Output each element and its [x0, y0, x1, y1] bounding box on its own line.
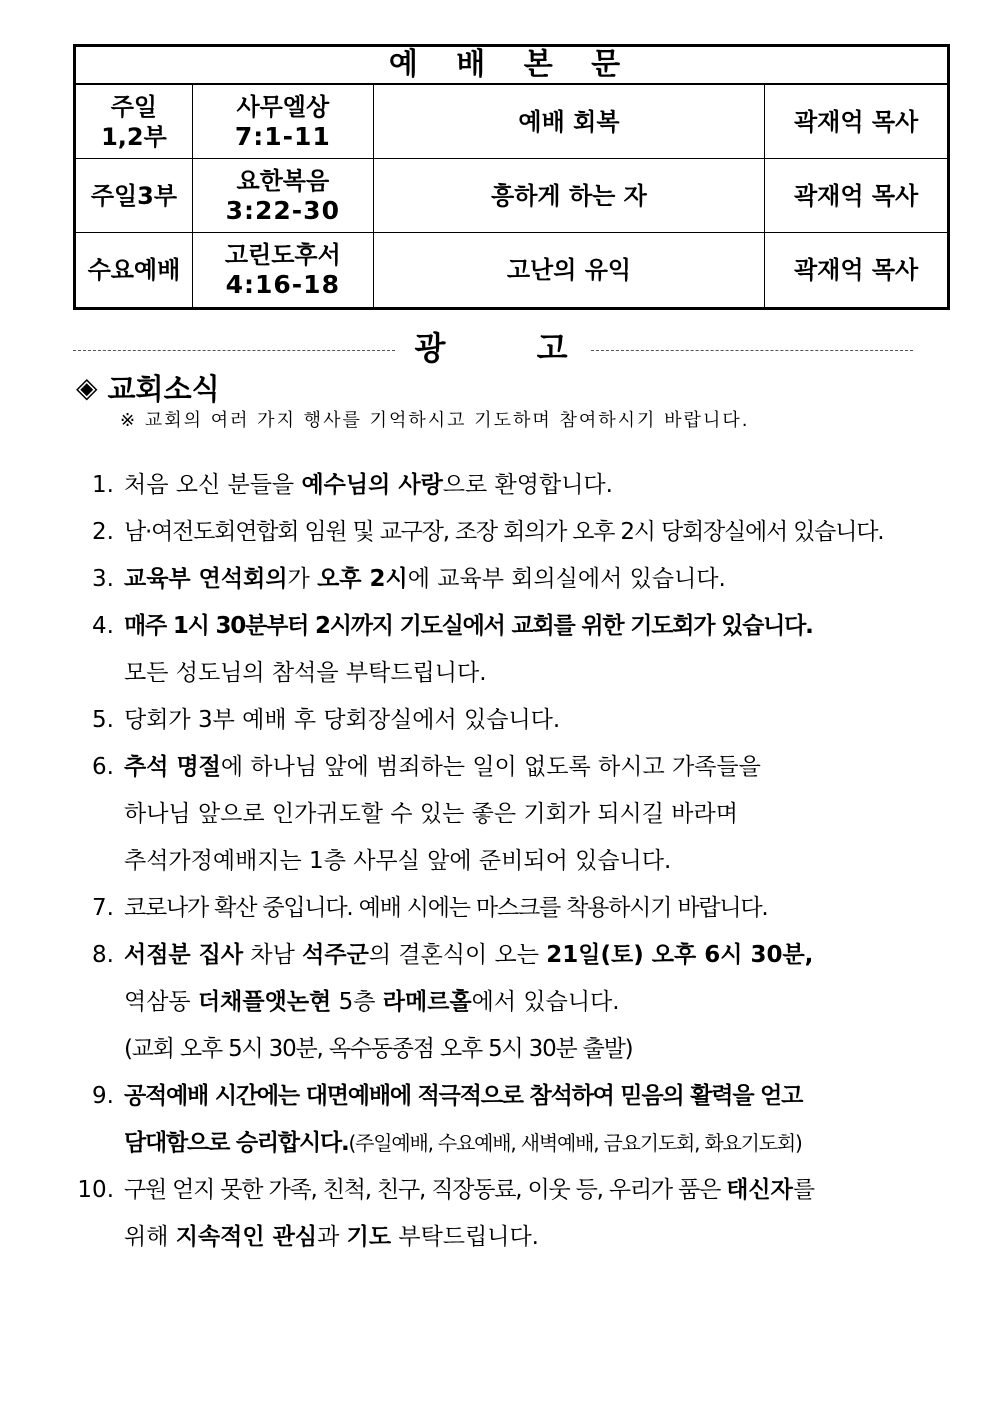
announcement-line: [124, 509, 992, 556]
announcement-number: 9.: [92, 1083, 114, 1109]
sermon-table: [73, 44, 950, 310]
announcement-text: 처음 오신 분들을: [124, 472, 302, 498]
announcement-item: [0, 462, 992, 509]
announcement-emphasis: 추석 명절: [124, 754, 221, 780]
announcement-text: 의 결혼식이 오는: [368, 942, 547, 968]
diamond-icon: ◈: [76, 371, 98, 404]
announcement-line: [124, 1026, 992, 1073]
announcement-line: [124, 1120, 992, 1167]
announcement-emphasis: 교육부 연석회의: [124, 566, 288, 592]
announcement-line: [124, 979, 992, 1026]
announcements-title: 광 고: [414, 329, 608, 367]
dashed-divider-right: [591, 350, 913, 351]
announcement-item: [0, 509, 992, 556]
announcement-line: [124, 1073, 992, 1120]
announcement-text: 에서 있습니다.: [471, 989, 620, 1015]
announcement-line: [124, 838, 992, 885]
scripture-reference: 3:22-30: [225, 195, 340, 225]
service-name: [75, 84, 193, 159]
announcement-line: [124, 556, 992, 603]
announcement-text: (교회 오후 5시 30분, 옥수동종점 오후 5시 30분 출발): [124, 1036, 633, 1062]
announcement-emphasis: 오후 2시: [317, 566, 408, 592]
dashed-divider-left: [73, 350, 395, 351]
announcement-emphasis: 기도: [346, 1224, 392, 1250]
announcement-emphasis: 공적예배 시간에는 대면예배에 적극적으로 참석하여 믿음의 활력을 얻고: [124, 1083, 803, 1109]
announcement-emphasis: 매주 1시 30분부터 2시까지 기도실에서 교회를 위한 기도회가 있습니다.: [124, 613, 813, 639]
announcement-text: 추석가정예배지는 1층 사무실 앞에 준비되어 있습니다.: [124, 848, 672, 874]
announcement-line: [124, 744, 992, 791]
announcement-emphasis: 담대함으로 승리합시다.: [124, 1130, 349, 1156]
announcement-line: [124, 932, 992, 979]
announcement-emphasis: 라메르홀: [382, 989, 472, 1015]
announcement-text: 남·여전도회연합회 임원 및 교구장, 조장 회의가 오후 2시 당회장실에서 있습니다.: [124, 519, 884, 545]
announcement-text: 5층: [331, 989, 383, 1015]
announcement-item: [0, 556, 992, 603]
announcement-text: 코로나가 확산 중입니다. 예배 시에는 마스크를 착용하시기 바랍니다.: [124, 895, 768, 921]
scripture: [192, 233, 373, 309]
church-news-title: 교회소식: [107, 372, 220, 406]
announcement-item: [0, 1073, 992, 1167]
announcement-number: 8.: [92, 942, 114, 968]
announcement-item: [0, 603, 992, 697]
service-name: 주일3부: [75, 159, 193, 233]
announcement-list: [0, 462, 992, 1261]
sermon-topic: 예배 회복: [373, 84, 764, 159]
announcement-line: [124, 885, 992, 932]
scripture-book: 요한복음: [236, 166, 330, 195]
announcement-text: 를: [792, 1177, 816, 1203]
announcement-text: 과: [317, 1224, 347, 1250]
sermon-topic: 고난의 유익: [373, 233, 764, 309]
announcement-number: 3.: [92, 566, 114, 592]
announcement-emphasis: 예수님의 사랑: [301, 472, 443, 498]
announcements-header: [73, 326, 913, 366]
scripture-book: 고린도후서: [224, 241, 341, 269]
announcement-text: 하나님 앞으로 인가귀도할 수 있는 좋은 기회가 되시길 바라며: [124, 801, 738, 827]
announcement-text: (주일예배, 수요예배, 새벽예배, 금요기도회, 화요기도회): [348, 1131, 802, 1155]
sermon-row-2: [75, 159, 949, 233]
announcement-emphasis: 21일(토) 오후 6시 30분,: [546, 942, 814, 968]
announcement-item: [0, 932, 992, 1073]
announcement-line: [124, 697, 992, 744]
announcement-text: 에 하나님 앞에 범죄하는 일이 없도록 하시고 가족들을: [220, 754, 761, 780]
announcement-emphasis: 석주군: [302, 942, 369, 968]
announcement-number: 1.: [92, 472, 114, 498]
announcement-item: [0, 885, 992, 932]
church-news-header: [76, 367, 220, 408]
announcement-emphasis: 서점분 집사: [124, 942, 244, 968]
announcement-text: 당회가 3부 예배 후 당회장실에서 있습니다.: [124, 707, 561, 733]
scripture: [192, 84, 373, 159]
announcement-line: [124, 1167, 992, 1214]
announcement-line: [124, 650, 992, 697]
scripture-reference: 4:16-18: [225, 270, 340, 299]
announcement-number: 4.: [92, 613, 114, 639]
preacher: 곽재억 목사: [765, 84, 949, 159]
preacher: 곽재억 목사: [765, 159, 949, 233]
announcement-number: 6.: [92, 754, 114, 780]
sermon-table-title: 예 배 본 문: [75, 46, 949, 85]
announcement-text: 구원 얻지 못한 가족, 친척, 친구, 직장동료, 이웃 등, 우리가 품은: [124, 1177, 727, 1203]
announcement-text: 위해: [124, 1224, 176, 1250]
announcement-number: 10.: [77, 1177, 114, 1203]
sermon-topic: 흥하게 하는 자: [373, 159, 764, 233]
scripture-book: 사무엘상: [236, 92, 330, 121]
scripture-reference: 7:1-11: [234, 121, 331, 151]
church-news-notice: ※ 교회의 여러 가지 행사를 기억하시고 기도하며 참여하시기 바랍니다.: [120, 410, 750, 431]
announcement-text: 차남: [243, 942, 303, 968]
announcement-text: 모든 성도님의 참석을 부탁드립니다.: [124, 660, 487, 686]
service-name-line: 주일: [110, 92, 158, 121]
announcement-number: 5.: [92, 707, 114, 733]
service-name-line: 1,2부: [101, 122, 167, 151]
announcement-line: [124, 462, 992, 509]
scripture: [192, 159, 373, 233]
announcement-line: [124, 791, 992, 838]
service-name: 수요예배: [75, 233, 193, 309]
announcement-text: 으로 환영합니다.: [442, 472, 613, 498]
announcement-line: [124, 1214, 992, 1261]
preacher: 곽재억 목사: [765, 233, 949, 309]
announcement-item: [0, 744, 992, 885]
announcement-emphasis: 더채플앳논현: [197, 989, 332, 1015]
announcement-item: [0, 1167, 992, 1261]
announcement-emphasis: 지속적인 관심: [175, 1224, 318, 1250]
announcement-emphasis: 태신자: [726, 1177, 793, 1203]
announcement-text: 부탁드립니다.: [391, 1224, 539, 1250]
announcement-number: 2.: [92, 519, 114, 545]
sermon-row-3: [75, 233, 949, 309]
announcement-text: 에 교육부 회의실에서 있습니다.: [407, 566, 726, 592]
announcement-text: 역삼동: [124, 989, 198, 1015]
announcement-number: 7.: [92, 895, 114, 921]
sermon-row-1: [75, 84, 949, 159]
announcement-line: [124, 603, 992, 650]
announcement-text: 가: [287, 566, 318, 592]
announcement-item: [0, 697, 992, 744]
